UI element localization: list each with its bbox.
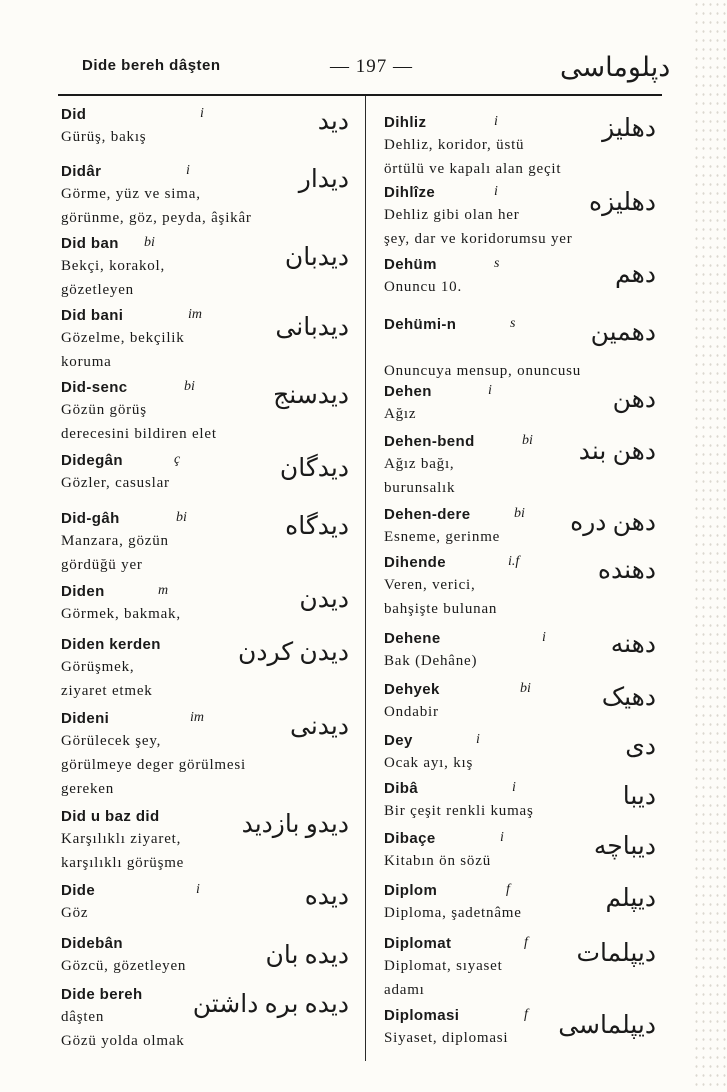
dictionary-entry bbox=[61, 232, 353, 302]
entry-part-of-speech: f bbox=[524, 1007, 528, 1022]
entry-definition-line: Göz bbox=[61, 905, 89, 921]
entry-definition-line: Ağız bağı, bbox=[384, 456, 455, 472]
entry-definition-line: Siyaset, diplomasi bbox=[384, 1030, 509, 1046]
entry-headword: Diden bbox=[61, 583, 105, 600]
dictionary-entry bbox=[61, 879, 353, 925]
entry-definition-line: Görme, yüz ve sima, bbox=[61, 186, 201, 202]
entry-headword: Dehen-dere bbox=[384, 506, 471, 523]
entry-part-of-speech: s bbox=[494, 256, 500, 271]
dictionary-entry bbox=[384, 503, 660, 549]
entry-part-of-speech: i bbox=[494, 184, 498, 199]
entry-definition-line: Diplomat, sıyaset bbox=[384, 958, 503, 974]
entry-definition-line: Onuncuya mensup, onuncusu bbox=[384, 363, 582, 379]
entry-arabic-script: دیدو بازدید bbox=[241, 811, 349, 838]
entry-arabic-script: دیدن کردن bbox=[237, 639, 349, 666]
dictionary-entry bbox=[384, 111, 660, 181]
entry-part-of-speech: i.f bbox=[508, 554, 520, 569]
entry-headword: Dihlîze bbox=[384, 184, 436, 201]
entry-definition-line: Dehliz gibi olan her bbox=[384, 207, 520, 223]
entry-definition-line: Gözcü, gözetleyen bbox=[61, 958, 187, 974]
entry-definition-line: Görüşmek, bbox=[61, 659, 135, 675]
entry-arabic-script: دهن دره bbox=[570, 509, 656, 536]
page-edge-texture bbox=[693, 0, 727, 1092]
entry-arabic-script: دیپلمات bbox=[576, 940, 656, 967]
entry-part-of-speech: f bbox=[506, 882, 510, 897]
entry-arabic-script: دیدبان bbox=[284, 244, 349, 271]
entry-definition-line: Görülecek şey, bbox=[61, 733, 162, 749]
entry-part-of-speech: im bbox=[188, 307, 202, 322]
entry-definition-line: Gözler, casuslar bbox=[61, 475, 170, 491]
entry-headword: Did ban bbox=[61, 235, 119, 252]
dictionary-entry bbox=[384, 380, 660, 426]
dictionary-entry bbox=[61, 932, 353, 978]
entry-arabic-script: دیدسنج bbox=[273, 382, 349, 409]
entry-headword: Dibaçe bbox=[384, 830, 436, 847]
entry-part-of-speech: i bbox=[500, 830, 504, 845]
entry-definition-line: görülmeye deger görülmesi bbox=[61, 757, 246, 773]
dictionary-entry bbox=[61, 805, 353, 875]
entry-part-of-speech: ç bbox=[174, 452, 181, 467]
entry-arabic-script: دهنده bbox=[597, 557, 656, 584]
dictionary-entry bbox=[61, 507, 353, 577]
entry-arabic-script: دیدن bbox=[299, 586, 349, 613]
entry-definition-line: Ocak ayı, kış bbox=[384, 755, 474, 771]
entry-headword: Did u baz did bbox=[61, 808, 160, 825]
entry-headword: Diplom bbox=[384, 882, 438, 899]
dictionary-entry bbox=[61, 449, 353, 495]
entry-part-of-speech: bi bbox=[514, 506, 525, 521]
entry-part-of-speech: i bbox=[196, 882, 200, 897]
entry-headword: Dihende bbox=[384, 554, 446, 571]
entry-headword: Dide bereh bbox=[61, 986, 143, 1003]
entry-definition-line: koruma bbox=[61, 354, 112, 370]
entry-headword: Dihliz bbox=[384, 114, 427, 131]
entry-headword: Did-gâh bbox=[61, 510, 120, 527]
running-head-arabic: دپلوماسی bbox=[560, 52, 671, 82]
entry-arabic-script: دیبا bbox=[622, 783, 656, 810]
entry-headword: Dibâ bbox=[384, 780, 419, 797]
entry-definition-line: Kitabın ön sözü bbox=[384, 853, 491, 869]
dictionary-entry bbox=[61, 633, 353, 703]
dictionary-entry bbox=[384, 551, 660, 621]
running-head: Dide bereh dâşten bbox=[82, 57, 221, 74]
entry-headword: Did bbox=[61, 106, 87, 123]
dictionary-entry bbox=[384, 1004, 660, 1050]
entry-definition-line: burunsalık bbox=[384, 480, 456, 496]
entry-headword: Dehen bbox=[384, 383, 432, 400]
entry-definition-line: Veren, verici, bbox=[384, 577, 476, 593]
entry-arabic-script: دیدبانی bbox=[275, 314, 349, 341]
entry-arabic-script: دهن bbox=[612, 386, 656, 413]
entry-part-of-speech: im bbox=[190, 710, 204, 725]
dictionary-entry bbox=[384, 879, 660, 925]
entry-arabic-script: دیده بره داشتن bbox=[192, 991, 349, 1018]
entry-arabic-script: دهمین bbox=[590, 319, 656, 346]
dictionary-entry bbox=[61, 707, 353, 801]
entry-part-of-speech: i bbox=[494, 114, 498, 129]
entry-definition-line: Gürüş, bakış bbox=[61, 129, 147, 145]
page-header bbox=[0, 0, 727, 100]
entry-headword: Did bani bbox=[61, 307, 124, 324]
entry-arabic-script: دید bbox=[317, 108, 349, 135]
entry-definition-line: Ağız bbox=[384, 406, 417, 422]
entry-definition-line: gözetleyen bbox=[61, 282, 134, 298]
entry-part-of-speech: i bbox=[488, 383, 492, 398]
entry-arabic-script: دهلیزه bbox=[588, 189, 656, 216]
dictionary-entry bbox=[61, 376, 353, 446]
entry-part-of-speech: bi bbox=[184, 379, 195, 394]
entry-definition-line: Esneme, gerinme bbox=[384, 529, 501, 545]
entry-arabic-script: دی bbox=[625, 733, 656, 760]
entry-headword: Dideni bbox=[61, 710, 110, 727]
entry-definition-line: Bekçi, korakol, bbox=[61, 258, 166, 274]
entry-definition-line: bahşişte bulunan bbox=[384, 601, 498, 617]
entry-part-of-speech: f bbox=[524, 935, 528, 950]
page-number: — 197 — bbox=[330, 56, 413, 77]
entry-arabic-script: دیباچه bbox=[593, 833, 656, 860]
entry-headword: Dide bbox=[61, 882, 96, 899]
entry-definition-line: Gözün görüş bbox=[61, 402, 147, 418]
entry-part-of-speech: bi bbox=[520, 681, 531, 696]
entry-part-of-speech: bi bbox=[176, 510, 187, 525]
dictionary-entry bbox=[384, 430, 660, 500]
entry-part-of-speech: i bbox=[476, 732, 480, 747]
dictionary-entry bbox=[61, 160, 353, 230]
dictionary-entry bbox=[384, 253, 660, 299]
dictionary-entry bbox=[61, 304, 353, 374]
entry-headword: Diplomat bbox=[384, 935, 452, 952]
entry-arabic-script: دیدگاه bbox=[285, 513, 349, 540]
entry-definition-line: adamı bbox=[384, 982, 425, 998]
entry-part-of-speech: i bbox=[512, 780, 516, 795]
entry-definition-line: dâşten bbox=[61, 1009, 105, 1025]
dictionary-entry bbox=[384, 827, 660, 873]
column-divider bbox=[365, 96, 366, 1061]
entry-arabic-script: دهنه bbox=[610, 631, 656, 658]
entry-definition-line: Dehliz, koridor, üstü bbox=[384, 137, 525, 153]
entry-definition-line: ziyaret etmek bbox=[61, 683, 153, 699]
entry-definition-line: Bak (Dehâne) bbox=[384, 653, 478, 669]
dictionary-entry bbox=[384, 313, 660, 383]
entry-arabic-script: دیده بان bbox=[265, 942, 349, 969]
entry-arabic-script: دهیک bbox=[601, 684, 656, 711]
entry-definition-line: gördüğü yer bbox=[61, 557, 143, 573]
entry-arabic-script: دهن بند bbox=[578, 438, 656, 465]
entry-definition-line: Gözü yolda olmak bbox=[61, 1033, 185, 1049]
entry-definition-line: görünme, göz, peyda, âşikâr bbox=[61, 210, 252, 226]
entry-arabic-script: دیپلم bbox=[605, 885, 656, 912]
entry-arabic-script: دیپلماسی bbox=[558, 1012, 656, 1039]
entry-part-of-speech: m bbox=[158, 583, 169, 598]
dictionary-entry bbox=[384, 932, 660, 1002]
entry-part-of-speech: bi bbox=[522, 433, 533, 448]
header-rule bbox=[58, 94, 662, 96]
entry-headword: Dehen-bend bbox=[384, 433, 475, 450]
entry-definition-line: Onuncu 10. bbox=[384, 279, 462, 295]
entry-arabic-script: دیدنی bbox=[289, 713, 349, 740]
entry-arabic-script: دهلیز bbox=[602, 115, 656, 142]
dictionary-entry bbox=[384, 729, 660, 775]
entry-part-of-speech: s bbox=[510, 316, 516, 331]
entry-definition-line: Ondabir bbox=[384, 704, 439, 720]
entry-headword: Dehene bbox=[384, 630, 441, 647]
entry-definition-line: örtülü ve kapalı alan geçit bbox=[384, 161, 562, 177]
entry-part-of-speech: i bbox=[542, 630, 546, 645]
entry-part-of-speech: i bbox=[186, 163, 190, 178]
dictionary-entry bbox=[384, 627, 660, 673]
dictionary-entry bbox=[384, 181, 660, 251]
entry-headword: Dey bbox=[384, 732, 413, 749]
entry-definition-line: şey, dar ve koridorumsu yer bbox=[384, 231, 573, 247]
entry-definition-line: Bir çeşit renkli kumaş bbox=[384, 803, 534, 819]
entry-headword: Didebân bbox=[61, 935, 123, 952]
entry-part-of-speech: i bbox=[200, 106, 204, 121]
entry-definition-line: karşılıklı görüşme bbox=[61, 855, 185, 871]
entry-headword: Diplomasi bbox=[384, 1007, 460, 1024]
entry-definition-line: Görmek, bakmak, bbox=[61, 606, 181, 622]
entry-headword: Dehüm bbox=[384, 256, 437, 273]
entry-definition-line: Diploma, şadetnâme bbox=[384, 905, 522, 921]
entry-definition-line: gereken bbox=[61, 781, 115, 797]
entry-headword: Diden kerden bbox=[61, 636, 161, 653]
dictionary-entry bbox=[384, 678, 660, 724]
dictionary-entry bbox=[384, 777, 660, 823]
entry-part-of-speech: bi bbox=[144, 235, 155, 250]
entry-headword: Didâr bbox=[61, 163, 102, 180]
dictionary-entry bbox=[61, 983, 353, 1053]
entry-definition-line: Manzara, gözün bbox=[61, 533, 169, 549]
dictionary-entry bbox=[61, 580, 353, 626]
entry-headword: Did-senc bbox=[61, 379, 128, 396]
entry-definition-line: Gözelme, bekçilik bbox=[61, 330, 185, 346]
entry-definition-line: derecesini bildiren elet bbox=[61, 426, 217, 442]
entry-arabic-script: دهم bbox=[615, 261, 656, 288]
dictionary-entry bbox=[61, 103, 353, 149]
entry-arabic-script: دیدار bbox=[298, 166, 349, 193]
entry-headword: Dehümi-n bbox=[384, 316, 457, 333]
entry-definition-line: Karşılıklı ziyaret, bbox=[61, 831, 182, 847]
entry-headword: Dehyek bbox=[384, 681, 440, 698]
entry-arabic-script: دیده bbox=[304, 883, 349, 910]
entry-headword: Didegân bbox=[61, 452, 123, 469]
entry-arabic-script: دیدگان bbox=[279, 455, 349, 482]
